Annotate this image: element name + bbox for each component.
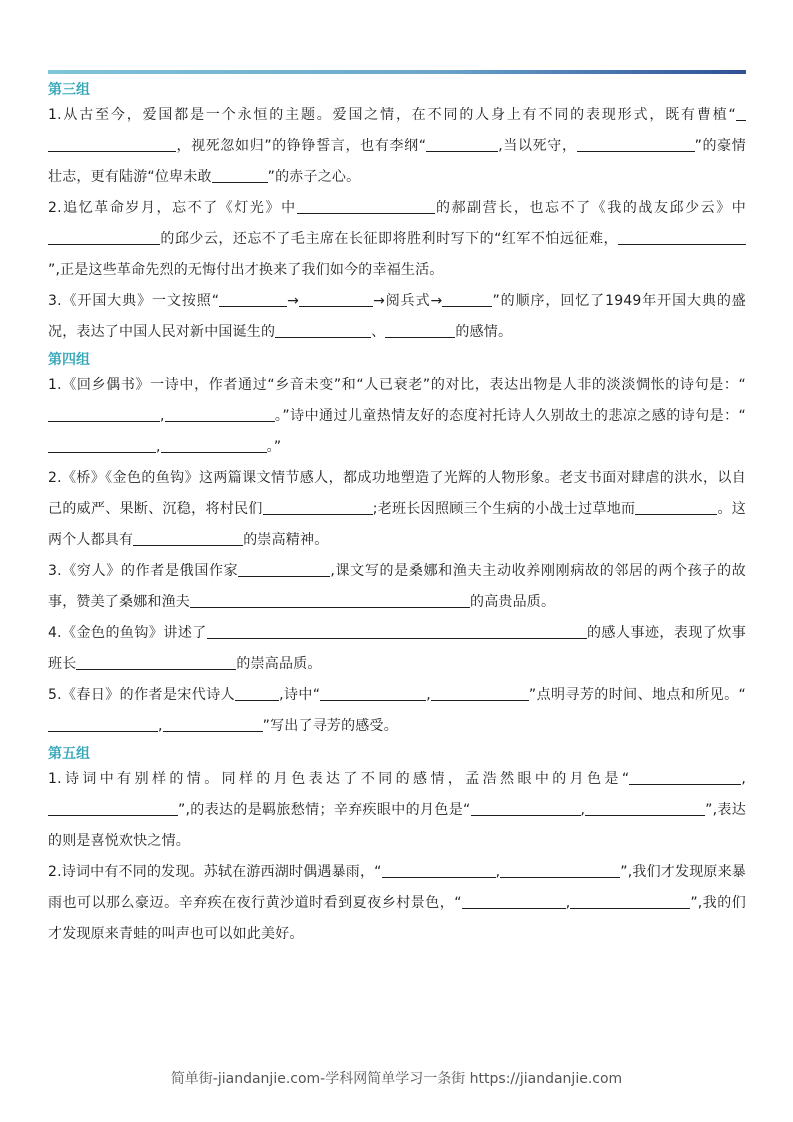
answer-blank[interactable] [48, 230, 160, 245]
answer-blank[interactable] [462, 894, 566, 909]
answer-blank[interactable] [736, 106, 746, 121]
group-title-5: 第五组 [48, 746, 90, 762]
answer-blank[interactable] [48, 438, 156, 453]
answer-blank[interactable] [629, 770, 741, 785]
answer-blank[interactable] [431, 686, 529, 701]
question: 1.诗词中有别样的情。同样的月色表达了不同的感情，孟浩然眼中的月色是“ ,”,的表达的是羁旅愁情；辛弃疾眼中的月色是“ , ”,表达的则是喜悦欢快之情。 [48, 771, 746, 849]
answer-blank[interactable] [133, 531, 243, 546]
answer-blank[interactable] [382, 863, 496, 878]
answer-blank[interactable] [618, 230, 746, 245]
answer-blank[interactable] [190, 593, 470, 608]
answer-blank[interactable] [165, 407, 275, 422]
answer-blank[interactable] [76, 655, 236, 670]
answer-blank[interactable] [500, 863, 620, 878]
answer-blank[interactable] [235, 686, 279, 701]
answer-blank[interactable] [471, 801, 581, 816]
question: 1.从古至今，爱国都是一个永恒的主题。爱国之情，在不同的人身上有不同的表现形式，既有曹植“，视死忽如归”的铮铮誓言，也有李纲“ ,当以死守， ”的豪情壮志，更有陆游“位卑未敢 ”的赤子之心。 [48, 107, 746, 185]
answer-blank[interactable] [426, 137, 498, 152]
answer-blank[interactable] [163, 717, 263, 732]
header-rule [48, 70, 746, 74]
question: 4.《金色的鱼钩》讲述了 的感人事迹，表现了炊事班长 的崇高品质。 [48, 625, 746, 672]
answer-blank[interactable] [570, 894, 690, 909]
answer-blank[interactable] [442, 292, 492, 307]
answer-blank[interactable] [320, 686, 426, 701]
answer-blank[interactable] [263, 500, 373, 515]
answer-blank[interactable] [238, 562, 330, 577]
answer-blank[interactable] [161, 438, 267, 453]
answer-blank[interactable] [635, 500, 717, 515]
question: 2.诗词中有不同的发现。苏轼在游西湖时偶遇暴雨，“ , ”,我们才发现原来暴雨也可以那么豪迈。辛弃疾在夜行黄沙道时看到夏夜乡村景色，“ , ”,我的们才发现原来青蛙的叫声也可以如此美好。 [48, 864, 747, 942]
answer-blank[interactable] [297, 199, 435, 214]
question: 1.《回乡偶书》一诗中，作者通过“乡音未变”和“人已衰老”的对比，表达出物是人非的淡淡惆怅的诗句是：“, 。”诗中通过儿童热情友好的态度衬托诗人久别故土的悲凉之感的诗句是：“, 。” [48, 377, 746, 455]
question: 2.《桥》《金色的鱼钩》这两篇课文情节感人，都成功地塑造了光辉的人物形象。老支书面对肆虐的洪水，以自己的威严、果断、沉稳，将村民们 ;老班长因照顾三个生病的小战士过草地而 。这两个人都具有 的崇高精神。 [48, 470, 747, 548]
answer-blank[interactable] [385, 323, 455, 338]
answer-blank[interactable] [48, 407, 160, 422]
answer-blank[interactable] [585, 801, 705, 816]
answer-blank[interactable] [577, 137, 695, 152]
footer-watermark: 简单街-jiandanjie.com-学科网简单学习一条街 https://jiandanjie.com [170, 1071, 623, 1087]
answer-blank[interactable] [48, 717, 158, 732]
question: 3.《穷人》的作者是俄国作家 ,课文写的是桑娜和渔夫主动收养刚刚病故的邻居的两个孩子的故事，赞美了桑娜和渔夫 的高贵品质。 [48, 563, 746, 610]
question: 5.《春日》的作者是宋代诗人 ,诗中“ , ”点明寻芳的时间、地点和所见。“, ”写出了寻芳的感受。 [48, 687, 746, 734]
answer-blank[interactable] [212, 168, 268, 183]
group-title-4: 第四组 [48, 352, 90, 368]
answer-blank[interactable] [275, 323, 371, 338]
answer-blank[interactable] [48, 801, 178, 816]
answer-blank[interactable] [299, 292, 373, 307]
answer-blank[interactable] [48, 137, 176, 152]
answer-blank[interactable] [207, 624, 587, 639]
worksheet-body [48, 78, 746, 950]
answer-blank[interactable] [219, 292, 287, 307]
question: 3.《开国大典》一文按照“ → →阅兵式→ ”的顺序，回忆了1949年开国大典的盛况，表达了中国人民对新中国诞生的 、 的感情。 [48, 293, 746, 340]
group-title-3: 第三组 [48, 82, 90, 98]
question: 2.追忆革命岁月，忘不了《灯光》中 的郝副营长，也忘不了《我的战友邱少云》中的邱少云，还忘不了毛主席在长征即将胜利时写下的“红军不怕远征难，”,正是这些革命先烈的无悔付出才换来了我们如今的幸福生活。 [48, 200, 746, 278]
